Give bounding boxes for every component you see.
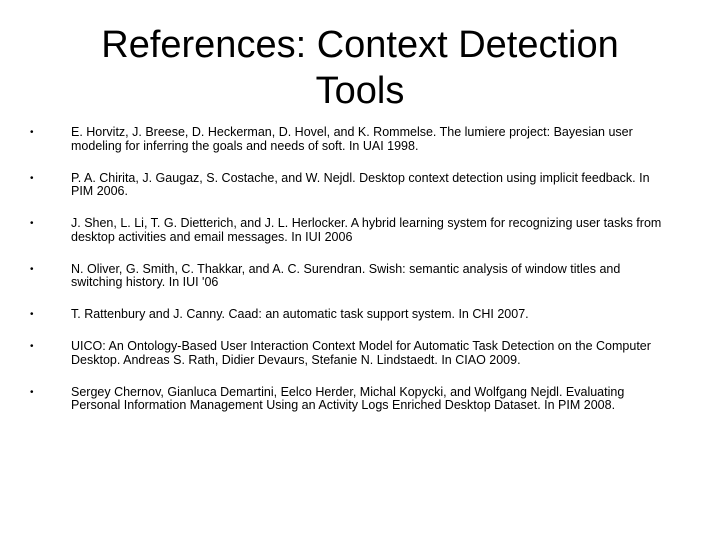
bullet-icon: • [30,263,34,275]
reference-item [30,263,675,290]
reference-text: UICO: An Ontology-Based User Interaction Context Model for Automatic Task Detection on the Computer Desktop. Andreas S. Rath, Didier Devaurs, Stefanie N. Lindstaedt. In CIAO 2009. [71,339,651,367]
reference-text: T. Rattenbury and J. Canny. Caad: an automatic task support system. In CHI 2007. [71,307,529,321]
reference-item [30,308,675,322]
reference-text: P. A. Chirita, J. Gaugaz, S. Costache, and W. Nejdl. Desktop context detection using implicit feedback. In PIM 2006. [71,170,650,198]
bullet-icon: • [30,309,34,320]
reference-item [30,386,675,413]
bullet-icon: • [30,127,34,138]
bullet-icon: • [30,218,34,229]
bullet-icon: • [30,172,34,184]
reference-text: Sergey Chernov, Gianluca Demartini, Eelco Herder, Michal Kopycki, and Wolfgang Nejdl. Evaluating Personal Information Management Using an Activity Logs Enriched Desktop Dataset. In PIM 2008. [71,384,625,412]
bullet-icon: • [30,341,34,352]
reference-text: J. Shen, L. Li, T. G. Dietterich, and J. L. Herlocker. A hybrid learning system for recognizing user tasks from desktop activities and email messages. In IUI 2006 [71,216,662,244]
reference-item [30,340,675,367]
reference-list [30,126,675,431]
bullet-icon: • [30,386,34,398]
reference-text: N. Oliver, G. Smith, C. Thakkar, and A. C. Surendran. Swish: semantic analysis of window titles and switching history. In IUI '06 [71,261,621,289]
reference-text: E. Horvitz, J. Breese, D. Heckerman, D. Hovel, and K. Rommelse. The lumiere project: Bayesian user modeling for inferring the goals and needs of soft. In UAI 1998. [71,125,633,153]
slide-title: References: Context Detection Tools [101,24,619,112]
reference-item [30,172,675,199]
reference-item [30,217,675,244]
reference-item [30,126,675,153]
